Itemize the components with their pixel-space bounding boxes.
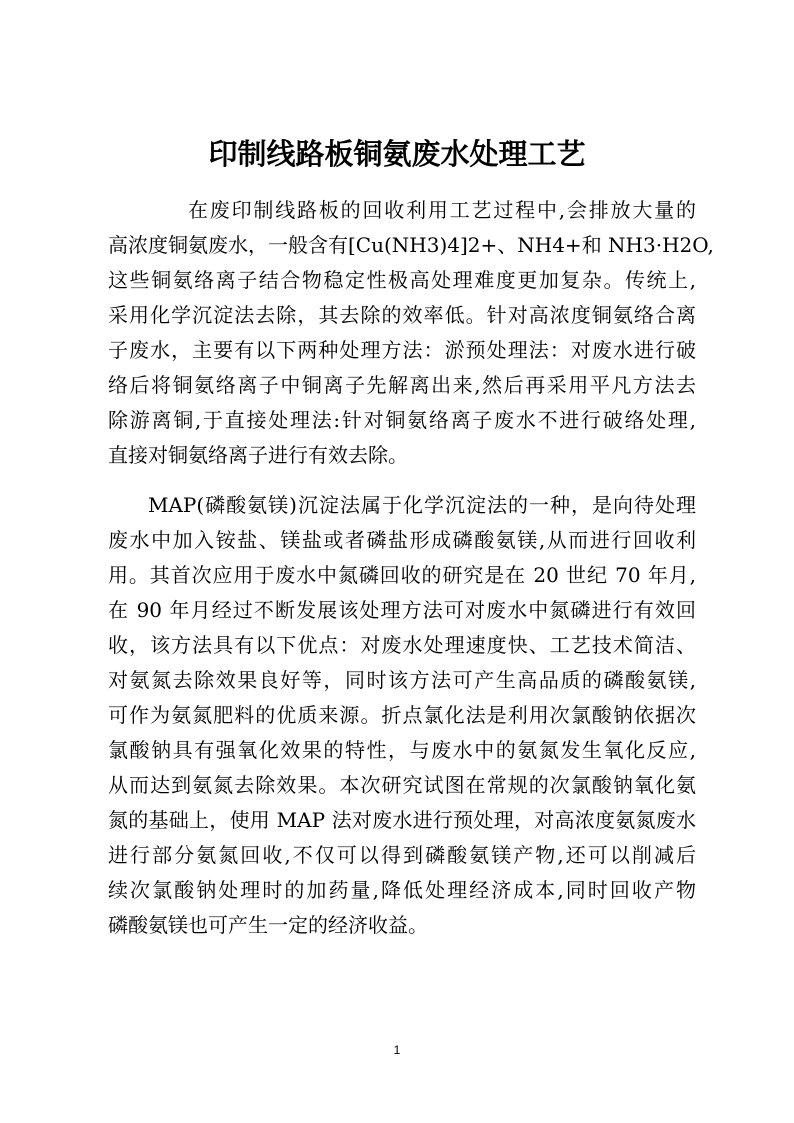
paragraph-2-line-9: 从而达到氨氮去除效果。本次研究试图在常规的次氯酸钠氧化氨 (108, 773, 696, 797)
paragraph-2-line-10: 氮的基础上，使用 MAP 法对废水进行预处理，对高浓度氨氮废水 (108, 808, 696, 832)
paragraph-2-line-4: 在 90 年月经过不断发展该处理方法可对废水中氮磷进行有效回 (108, 598, 696, 622)
page-number: 1 (393, 1043, 401, 1057)
paragraph-1-line-3: 这些铜氨络离子结合物稳定性极高处理难度更加复杂。传统上, (108, 268, 696, 292)
paragraph-1-line-6: 络后将铜氨络离子中铜离子先解离出来,然后再采用平凡方法去 (108, 373, 696, 397)
paragraph-1-line-5: 子废水，主要有以下两种处理方法：淤预处理法：对废水进行破 (108, 338, 696, 362)
paragraph-2-line-1: MAP(磷酸氨镁)沉淀法属于化学沉淀法的一种，是向待处理 (148, 493, 696, 517)
paragraph-2-line-8: 氯酸钠具有强氧化效果的特性，与废水中的氨氮发生氧化反应, (108, 738, 696, 762)
paragraph-1-line-7: 除游离铜,于直接处理法:针对铜氨络离子废水不进行破络处理, (108, 408, 696, 432)
paragraph-1-line-8: 直接对铜氨络离子进行有效去除。 (108, 443, 408, 467)
paragraph-2-line-11: 进行部分氨氮回收,不仅可以得到磷酸氨镁产物,还可以削减后 (108, 843, 696, 867)
paragraph-2-line-12: 续次氯酸钠处理时的加药量,降低处理经济成本,同时回收产物 (108, 878, 696, 902)
paragraph-2-line-2: 废水中加入铵盐、镁盐或者磷盐形成磷酸氨镁,从而进行回收利 (108, 528, 696, 552)
paragraph-1-line-4: 采用化学沉淀法去除，其去除的效率低。针对高浓度铜氨络合离 (108, 303, 696, 327)
paragraph-1-line-1: 在废印制线路板的回收利用工艺过程中,会排放大量的 (188, 198, 696, 222)
paragraph-2-line-13: 磷酸氨镁也可产生一定的经济收益。 (108, 913, 428, 937)
paragraph-2-line-3: 用。其首次应用于废水中氮磷回收的研究是在 20 世纪 70 年月, (108, 563, 696, 587)
paragraph-1-line-2: 高浓度铜氨废水，一般含有[Cu(NH3)4]2+、NH4+和 NH3·H2O, (108, 233, 714, 257)
paragraph-2-line-5: 收，该方法具有以下优点：对废水处理速度快、工艺技术简洁、 (108, 633, 696, 657)
document-title: 印制线路板铜氨废水处理工艺 (208, 137, 586, 171)
paragraph-2-line-6: 对氨氮去除效果良好等，同时该方法可产生高品质的磷酸氨镁, (108, 668, 696, 692)
paragraph-2-line-7: 可作为氨氮肥料的优质来源。折点氯化法是利用次氯酸钠依据次 (108, 703, 696, 727)
